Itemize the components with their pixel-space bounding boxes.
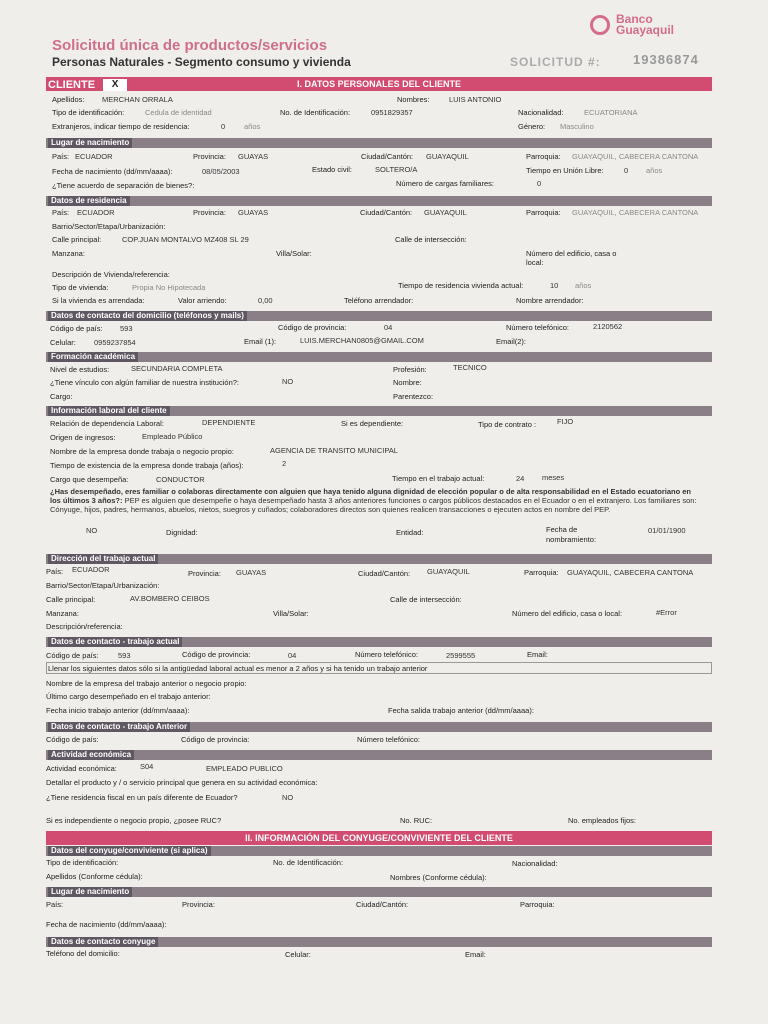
trab-cod-prov-value[interactable]: 04 (288, 651, 297, 660)
dom-cod-pais-value[interactable]: 593 (120, 324, 133, 333)
section-conyuge-nacimiento-title: Lugar de nacimiento (48, 887, 132, 897)
email1-label: Email (1): (244, 337, 277, 346)
section-contacto-trabajo (46, 637, 712, 647)
empresa-value[interactable]: AGENCIA DE TRANSITO MUNICIPAL (270, 446, 398, 455)
fecha-inicio-anterior-label: Fecha inicio trabajo anterior (dd/mm/aaaa): (46, 706, 190, 715)
genero-value[interactable]: Masculino (560, 122, 594, 131)
section-contacto-trabajo-anterior-title: Datos de contacto - trabajo Anterior (48, 722, 190, 732)
existencia-empresa-label: Tiempo de existencia de la empresa donde trabaja (años): (50, 461, 244, 470)
solicitud-number: 19386874 (633, 52, 699, 67)
res-manzana-label: Manzana: (52, 249, 85, 258)
section-actividad-economica (46, 750, 712, 760)
bank-logo-icon (590, 15, 610, 35)
trabajo-anterior-note: Llenar los siguientes datos sólo si la antigüedad laboral actual es menor a 2 años y si ha tenido un trabajo anterior (48, 664, 428, 673)
trab-cod-prov-label: Código de provincia: (182, 650, 251, 659)
section-formacion-academica-title: Formación académica (48, 352, 138, 362)
tipo-contrato-value[interactable]: FIJO (557, 417, 574, 426)
trab-num-tel-label: Número telefónico: (355, 650, 418, 659)
section-informacion-laboral (46, 406, 712, 416)
empresa-label: Nombre de la empresa donde trabaja o negocio propio: (50, 447, 234, 456)
nac-provincia-label: Provincia: (193, 152, 226, 161)
arrendada-label: Si la vivienda es arrendada: (52, 296, 145, 305)
tipo-vivienda-label: Tipo de vivienda: (52, 283, 109, 292)
res-pais-value[interactable]: ECUADOR (77, 208, 115, 217)
cargo-desempena-value[interactable]: CONDUCTOR (156, 475, 205, 484)
extranjeros-unit: años (244, 122, 261, 131)
valor-arriendo-value[interactable]: 0,00 (258, 296, 273, 305)
vinculo-familiar-value[interactable]: NO (282, 377, 294, 386)
nac-parroquia-label: Parroquia: (526, 152, 561, 161)
trab-num-tel-value[interactable]: 2599555 (446, 651, 476, 660)
section-lugar-nacimiento (46, 138, 712, 148)
res-villa-label: Villa/Solar: (276, 249, 312, 258)
nac-ciudad-value[interactable]: GUAYAQUIL (426, 152, 469, 161)
no-id-value[interactable]: 0951829357 (371, 108, 413, 117)
nacionalidad-value[interactable]: ECUATORIANA (584, 108, 638, 117)
extranjeros-label: Extranjeros, indicar tiempo de residencia: (52, 122, 190, 131)
valor-arriendo-label: Valor arriendo: (178, 296, 227, 305)
acuerdo-bienes-label: ¿Tiene acuerdo de separación de bienes?: (52, 181, 195, 190)
section-personal-title: I. DATOS PERSONALES DEL CLIENTE (296, 79, 462, 89)
cony-email-label: Email: (465, 950, 486, 959)
nac-pais-value[interactable]: ECUADOR (75, 152, 113, 161)
cony-celular-label: Celular: (285, 950, 311, 959)
origen-ingresos-value[interactable]: Empleado Público (142, 432, 203, 441)
empresa-anterior-label: Nombre de la empresa del trabajo anterior o negocio propio: (46, 679, 247, 688)
ant-num-tel-label: Número telefónico: (357, 735, 420, 744)
empleados-fijos-label: No. empleados fijos: (568, 816, 636, 825)
trab-parroquia-label: Parroquia: (524, 568, 559, 577)
entidad-label: Entidad: (396, 528, 424, 537)
nac-provincia-value[interactable]: GUAYAS (238, 152, 269, 161)
cliente-marker (48, 78, 127, 91)
nombres-label: Nombres: (397, 95, 430, 104)
dignidad-label: Dignidad: (166, 528, 198, 537)
res-ciudad-value[interactable]: GUAYAQUIL (424, 208, 467, 217)
trab-interseccion-label: Calle de intersección: (390, 595, 462, 604)
cliente-checkbox[interactable]: X (103, 79, 127, 91)
section-contacto-trabajo-anterior (46, 722, 712, 732)
trab-villa-label: Villa/Solar: (273, 609, 309, 618)
res-edificio-label: Número del edificio, casa o local: (526, 249, 617, 267)
estado-civil-value[interactable]: SOLTERO/A (375, 165, 418, 174)
section-personal-banner (46, 77, 712, 91)
trab-email-label: Email: (527, 650, 548, 659)
cony-tipo-id-label: Tipo de identificación: (46, 858, 119, 867)
nac-parroquia-value[interactable]: GUAYAQUIL, CABECERA CANTONA (572, 152, 699, 161)
si-dependiente-label: Si es dependiente: (341, 419, 404, 428)
nombres-value[interactable]: LUIS ANTONIO (449, 95, 502, 104)
ant-cod-prov-label: Código de provincia: (181, 735, 250, 744)
actividad-code[interactable]: S04 (140, 762, 154, 771)
nac-pais-label: País: (52, 152, 70, 161)
dom-cod-prov-value[interactable]: 04 (384, 323, 393, 332)
cony-apellidos-label: Apellidos (Conforme cédula): (46, 872, 143, 881)
section-conyuge-banner (46, 831, 712, 845)
trab-barrio-label: Barrio/Sector/Etapa/Urbanización: (46, 581, 160, 590)
no-ruc-label: No. RUC: (400, 816, 433, 825)
trab-provincia-label: Provincia: (188, 569, 221, 578)
parentezco-label: Parentezco: (393, 392, 434, 401)
res-provincia-label: Provincia: (193, 208, 226, 217)
nivel-estudios-value[interactable]: SECUNDARIA COMPLETA (131, 364, 223, 373)
ultimo-cargo-label: Último cargo desempeñado en el trabajo anterior: (46, 692, 211, 701)
email1-value[interactable]: LUIS.MERCHAN0805@GMAIL.COM (300, 336, 424, 345)
res-interseccion-label: Calle de intersección: (395, 235, 467, 244)
trab-provincia-value[interactable]: GUAYAS (236, 568, 267, 577)
relacion-dependencia-value[interactable]: DEPENDIENTE (202, 418, 256, 427)
dom-num-tel-label: Número telefónico: (506, 323, 569, 332)
solicitud-label: SOLICITUD #: (510, 55, 601, 69)
fecha-nombramiento-label-2: nombramiento: (546, 535, 597, 544)
trab-pais-label: País: (46, 567, 64, 576)
trab-edificio-value[interactable]: #Error (656, 608, 677, 617)
relacion-dependencia-label: Relación de dependencia Laboral: (50, 419, 164, 428)
tiempo-trabajo-unit: meses (542, 473, 565, 482)
section-conyuge-title: II. INFORMACIÓN DEL CONYUGE/CONVIVIENTE DEL CLIENTE (245, 833, 513, 843)
ant-cod-pais-label: Código de país: (46, 735, 99, 744)
existencia-empresa-value[interactable]: 2 (282, 459, 287, 468)
cony-pais-label: País: (46, 900, 64, 909)
residencia-fiscal-label: ¿Tiene residencia fiscal en un país diferente de Ecuador? (46, 793, 238, 802)
telefono-arrendador-label: Teléfono arrendador: (344, 296, 414, 305)
section-conyuge-nacimiento (46, 887, 712, 897)
section-contacto-trabajo-title: Datos de contacto - trabajo actual (48, 637, 182, 647)
bank-name (616, 14, 674, 36)
tipo-id-label: Tipo de identificación: (52, 108, 125, 117)
trab-ciudad-value[interactable]: GUAYAQUIL (427, 567, 470, 576)
union-libre-value[interactable]: 0 (624, 166, 629, 175)
residencia-fiscal-value[interactable]: NO (282, 793, 294, 802)
trab-ciudad-label: Ciudad/Cantón: (358, 569, 411, 578)
detallar-producto-label: Detallar el producto y / o servicio principal que genera en su actividad económica: (46, 778, 318, 787)
bank-name-line2: Guayaquil (616, 23, 675, 37)
estado-civil-label: Estado civil: (312, 165, 353, 174)
fecha-salida-anterior-label: Fecha salida trabajo anterior (dd/mm/aaaa): (388, 706, 534, 715)
origen-ingresos-label: Origen de ingresos: (50, 433, 116, 442)
tiempo-residencia-unit: años (575, 281, 592, 290)
cargas-familiares-label: Número de cargas familiares: (396, 179, 494, 188)
cony-parroquia-label: Parroquia: (520, 900, 555, 909)
res-ciudad-label: Ciudad/Cantón: (360, 208, 413, 217)
trab-calle-value[interactable]: AV.BOMBERO CEIBOS (130, 594, 210, 603)
genero-label: Género: (518, 122, 546, 131)
actividad-label: Actividad económica: (46, 764, 117, 773)
fecha-nombramiento-value[interactable]: 01/01/1900 (648, 526, 686, 535)
dom-cod-prov-label: Código de provincia: (278, 323, 347, 332)
pep-question-bold: ¿Has desempeñado, eres familiar o colaboras directamente con alguien que haya tenido alguna dignidad de elección popular o de alta responsabilidad en el Estado ecuatoriano en los últimos 3 años?: (50, 487, 691, 505)
res-barrio-label: Barrio/Sector/Etapa/Urbanización: (52, 222, 166, 231)
vinculo-cargo-label: Cargo: (50, 392, 73, 401)
section-actividad-economica-title: Actividad económica (48, 750, 134, 760)
section-residencia-title: Datos de residencia (48, 196, 130, 206)
fecha-nac-label: Fecha de nacimiento (dd/mm/aaaa): (52, 167, 173, 176)
fecha-nac-value[interactable]: 08/05/2003 (202, 167, 240, 176)
tiempo-residencia-label: Tiempo de residencia vivienda actual: (398, 281, 524, 290)
trab-manzana-label: Manzana: (46, 609, 79, 618)
extranjeros-value[interactable]: 0 (221, 122, 226, 131)
res-calle-value[interactable]: COP.JUAN MONTALVO MZ408 SL 29 (122, 235, 249, 244)
tiempo-trabajo-label: Tiempo en el trabajo actual: (392, 474, 485, 483)
trab-edificio-label: Número del edificio, casa o local: (512, 609, 623, 618)
pep-value[interactable]: NO (86, 526, 98, 535)
section-contacto-domicilio (46, 311, 712, 321)
cliente-label: CLIENTE (48, 78, 96, 91)
vinculo-familiar-label: ¿Tiene vínculo con algún familiar de nuestra institución?: (50, 378, 239, 387)
apellidos-value[interactable]: MERCHAN ORRALA (102, 95, 173, 104)
cony-nombres-label: Nombres (Conforme cédula): (390, 873, 487, 882)
no-id-label: No. de Identificación: (280, 108, 351, 117)
celular-value[interactable]: 0959237854 (94, 338, 136, 347)
res-pais-label: País: (52, 208, 70, 217)
cony-fecha-nac-label: Fecha de nacimiento (dd/mm/aaaa): (46, 920, 167, 929)
email2-label: Email(2): (496, 337, 527, 346)
trab-descripcion-label: Descripción/referencia: (46, 622, 123, 631)
section-contacto-domicilio-title: Datos de contacto del domicilio (teléfonos y mails) (48, 311, 247, 321)
dom-cod-pais-label: Código de país: (50, 324, 103, 333)
section-informacion-laboral-title: Información laboral del cliente (48, 406, 170, 416)
actividad-value[interactable]: EMPLEADO PUBLICO (206, 764, 283, 773)
cony-nacionalidad-label: Nacionalidad: (512, 859, 558, 868)
form-title: Solicitud única de productos/servicios (52, 37, 328, 54)
cargas-familiares-value[interactable]: 0 (537, 179, 542, 188)
res-parroquia-label: Parroquia: (526, 208, 561, 217)
section-direccion-trabajo-title: Dirección del trabajo actual (48, 554, 158, 564)
cony-ciudad-label: Ciudad/Cantón: (356, 900, 409, 909)
tipo-vivienda-value[interactable]: Propia No Hipotecada (132, 283, 206, 292)
profesion-label: Profesión: (393, 365, 427, 374)
section-lugar-nacimiento-title: Lugar de nacimiento (48, 138, 132, 148)
dom-num-tel-value[interactable]: 2120562 (593, 322, 623, 331)
res-parroquia-value[interactable]: GUAYAQUIL, CABECERA CANTONA (572, 208, 699, 217)
tiempo-residencia-value[interactable]: 10 (550, 281, 559, 290)
section-contacto-conyuge (46, 937, 712, 947)
section-direccion-trabajo (46, 554, 712, 564)
section-datos-conyuge-title: Datos del conyuge/conviviente (si aplica) (48, 846, 211, 856)
pep-question-explanation: PEP es alguien que desempeñe o haya desempeñado hasta 3 años anteriores funciones o cargos públicos destacados en el Ecuador o en el extranjero. Los familiares son: Cónyuge, hijos, padres, hermanos, abuelos, nietos, suegros y cuñados; colaboradores directos son quienes realicen transacciones o ejecuten actos en nombre del PEP. (50, 496, 697, 514)
nacionalidad-label: Nacionalidad: (518, 108, 564, 117)
res-calle-label: Calle principal: (52, 235, 102, 244)
posee-ruc-label: Si es independiente o negocio propio, ¿posee RUC? (46, 816, 222, 825)
bank-name-line1: Banco (616, 12, 653, 26)
nombre-arrendador-label: Nombre arrendador: (516, 296, 584, 305)
fecha-nombramiento-label-1: Fecha de (546, 525, 578, 534)
nac-ciudad-label: Ciudad/Cantón: (361, 152, 414, 161)
trab-cod-pais-value[interactable]: 593 (118, 651, 131, 660)
cony-no-id-label: No. de Identificación: (273, 858, 344, 867)
tipo-contrato-label: Tipo de contrato : (478, 420, 537, 429)
apellidos-label: Apellidos: (52, 95, 85, 104)
nivel-estudios-label: Nivel de estudios: (50, 365, 110, 374)
profesion-value[interactable]: TECNICO (453, 363, 487, 372)
trab-parroquia-value[interactable]: GUAYAQUIL, CABECERA CANTONA (567, 568, 694, 577)
cony-telefono-label: Teléfono del domicilio: (46, 949, 120, 958)
pep-question (50, 487, 698, 514)
trab-cod-pais-label: Código de país: (46, 651, 99, 660)
cargo-desempena-label: Cargo que desempeña: (50, 475, 129, 484)
res-descripcion-label: Descripción de Vivienda/referencia: (52, 270, 170, 279)
trab-pais-value[interactable]: ECUADOR (72, 565, 110, 574)
res-provincia-value[interactable]: GUAYAS (238, 208, 269, 217)
cony-provincia-label: Provincia: (182, 900, 215, 909)
trab-calle-label: Calle principal: (46, 595, 96, 604)
section-formacion-academica (46, 352, 712, 362)
tipo-id-value[interactable]: Cedula de identidad (145, 108, 212, 117)
section-residencia (46, 196, 712, 206)
form-subtitle: Personas Naturales - Segmento consumo y vivienda (52, 55, 351, 69)
section-contacto-conyuge-title: Datos de contacto conyuge (48, 937, 158, 947)
union-libre-unit: años (646, 166, 663, 175)
celular-label: Celular: (50, 338, 76, 347)
bank-logo (590, 14, 674, 36)
tiempo-trabajo-value[interactable]: 24 (516, 474, 525, 483)
section-datos-conyuge (46, 846, 712, 856)
vinculo-nombre-label: Nombre: (393, 378, 422, 387)
union-libre-label: Tiempo en Unión Libre: (526, 166, 604, 175)
